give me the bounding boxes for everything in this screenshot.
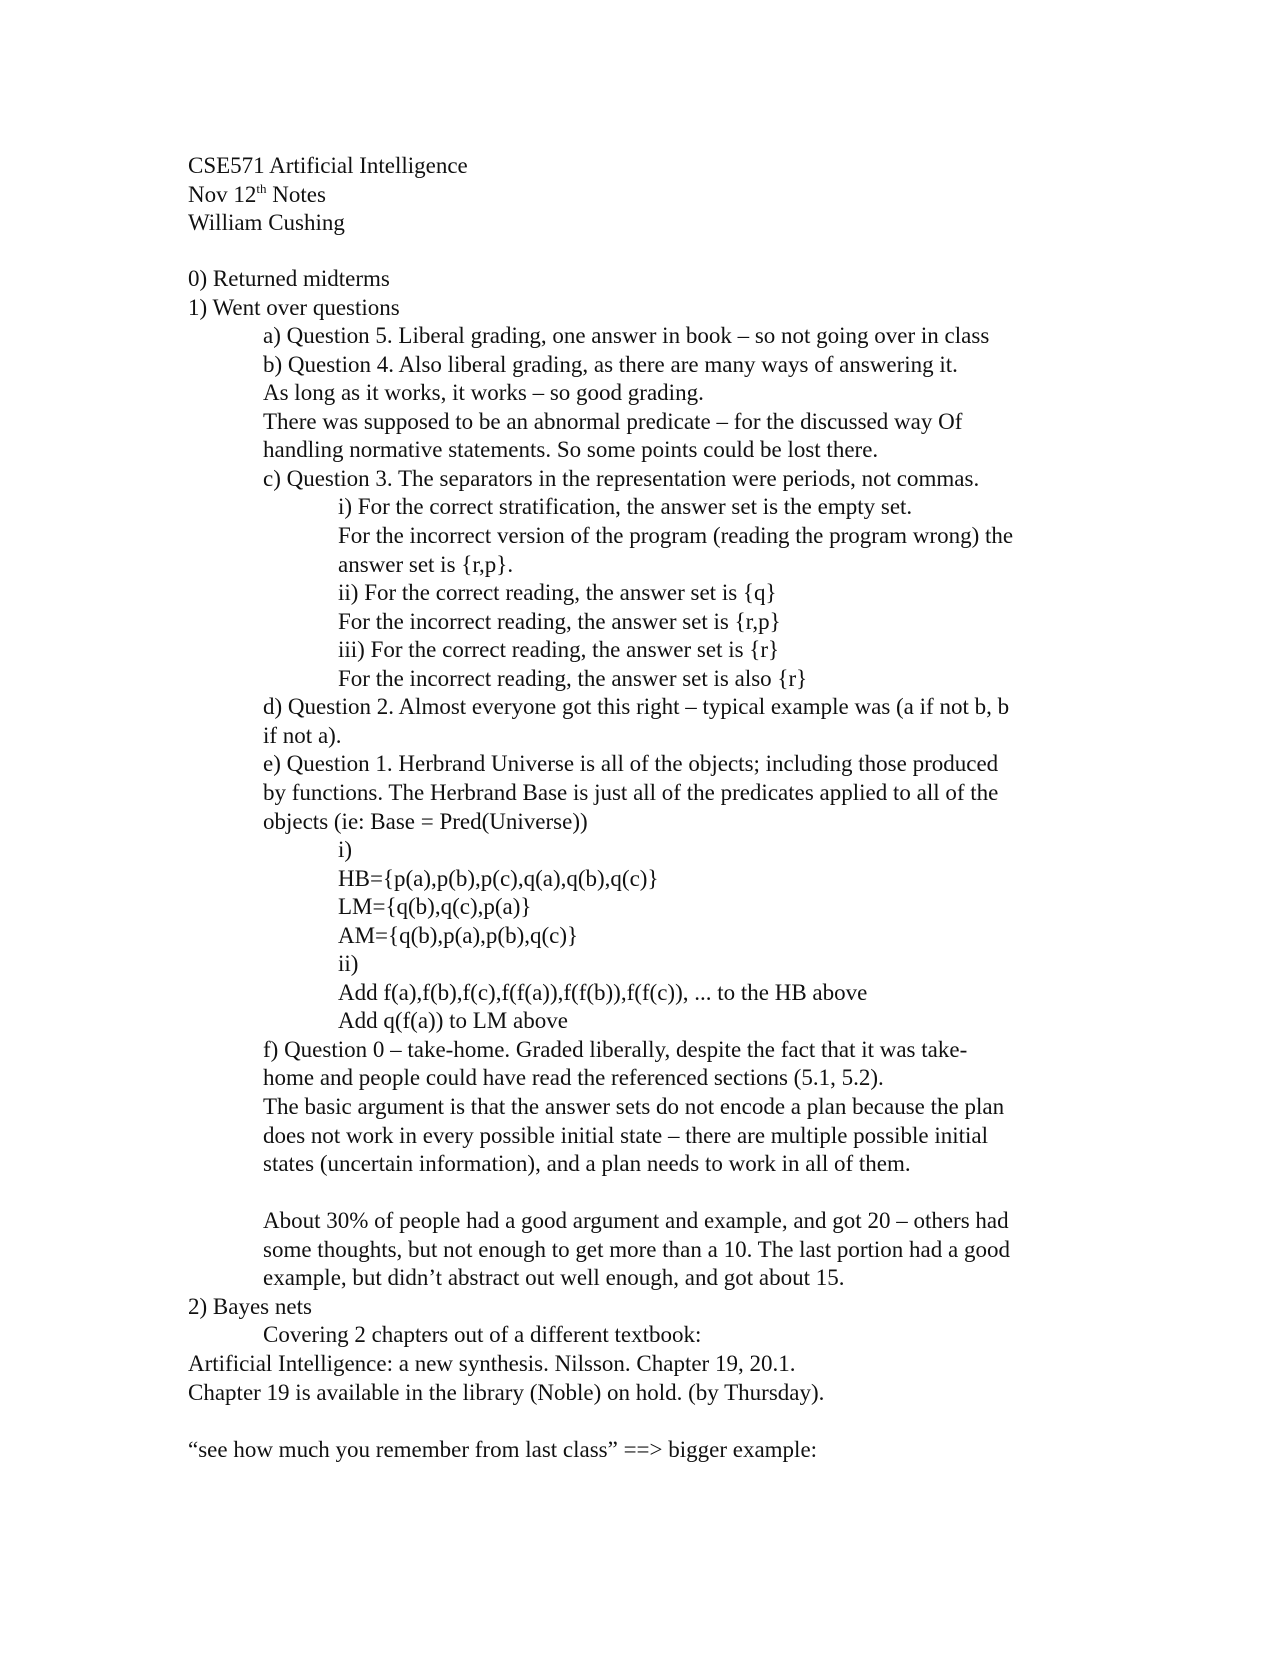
course-title: CSE571 Artificial Intelligence [188, 153, 468, 178]
text-line: home and people could have read the referenced sections (5.1, 5.2). [263, 1065, 884, 1091]
text-line: if not a). [263, 722, 342, 748]
date-ordinal-suffix: th [256, 181, 267, 196]
text-line: There was supposed to be an abnormal predicate – for the discussed way Of [263, 408, 963, 434]
text-line: Add f(a),f(b),f(c),f(f(a)),f(f(b)),f(f(c)), ... to the HB above [338, 979, 868, 1005]
text-line: handling normative statements. So some points could be lost there. [263, 437, 879, 463]
text-line: iii) For the correct reading, the answer set is {r} [338, 637, 780, 663]
text-line: Artificial Intelligence: a new synthesis. Nilsson. Chapter 19, 20.1. [188, 1350, 796, 1376]
text-line: ii) [338, 951, 359, 977]
text-line: 1) Went over questions [188, 294, 400, 320]
text-line: 2) Bayes nets [188, 1293, 312, 1319]
text-line: For the incorrect reading, the answer set is also {r} [338, 665, 808, 691]
text-line: ii) For the correct reading, the answer set is {q} [338, 580, 777, 605]
text-line: i) [338, 837, 353, 862]
text-line: a) Question 5. Liberal grading, one answer in book – so not going over in class [263, 323, 990, 349]
date-prefix: Nov 12 [188, 182, 257, 207]
text-line: AM={q(b),p(a),p(b),q(c)} [338, 922, 579, 948]
text-line: d) Question 2. Almost everyone got this right – typical example was (a if not b, b [263, 694, 1010, 720]
notes-date [188, 181, 326, 209]
text-line: some thoughts, but not enough to get more than a 10. The last portion had a good [263, 1236, 1010, 1262]
text-line: As long as it works, it works – so good grading. [263, 380, 704, 406]
text-line: For the incorrect reading, the answer set is {r,p} [338, 608, 781, 634]
text-line: f) Question 0 – take-home. Graded liberally, despite the fact that it was take- [263, 1036, 968, 1062]
text-line: The basic argument is that the answer sets do not encode a plan because the plan [263, 1094, 1005, 1119]
date-rest: Notes [266, 182, 326, 207]
text-line: Add q(f(a)) to LM above [338, 1008, 568, 1034]
text-line: objects (ie: Base = Pred(Universe)) [263, 808, 588, 834]
text-line: “see how much you remember from last class” ==> bigger example: [188, 1436, 818, 1462]
text-line: by functions. The Herbrand Base is just all of the predicates applied to all of the [263, 779, 999, 805]
text-line: b) Question 4. Also liberal grading, as there are many ways of answering it. [263, 351, 958, 377]
text-line: Chapter 19 is available in the library (Noble) on hold. (by Thursday). [188, 1379, 825, 1405]
text-line: answer set is {r,p}. [338, 551, 514, 577]
text-line: i) For the correct stratification, the answer set is the empty set. [338, 494, 913, 520]
text-line: example, but didn’t abstract out well enough, and got about 15. [263, 1265, 845, 1291]
text-line: For the incorrect version of the program (reading the program wrong) the [338, 523, 1014, 548]
text-line: HB={p(a),p(b),p(c),q(a),q(b),q(c)} [338, 865, 659, 891]
text-line: Covering 2 chapters out of a different textbook: [263, 1322, 702, 1348]
text-line: About 30% of people had a good argument and example, and got 20 – others had [263, 1208, 1009, 1234]
text-line: does not work in every possible initial state – there are multiple possible initial [263, 1122, 988, 1148]
author-name: William Cushing [188, 210, 345, 235]
text-line: 0) Returned midterms [188, 266, 390, 291]
text-line: states (uncertain information), and a plan needs to work in all of them. [263, 1151, 911, 1177]
text-line: e) Question 1. Herbrand Universe is all of the objects; including those produced [263, 751, 999, 777]
text-line: LM={q(b),q(c),p(a)} [338, 894, 532, 920]
text-line: c) Question 3. The separators in the representation were periods, not commas. [263, 465, 980, 491]
